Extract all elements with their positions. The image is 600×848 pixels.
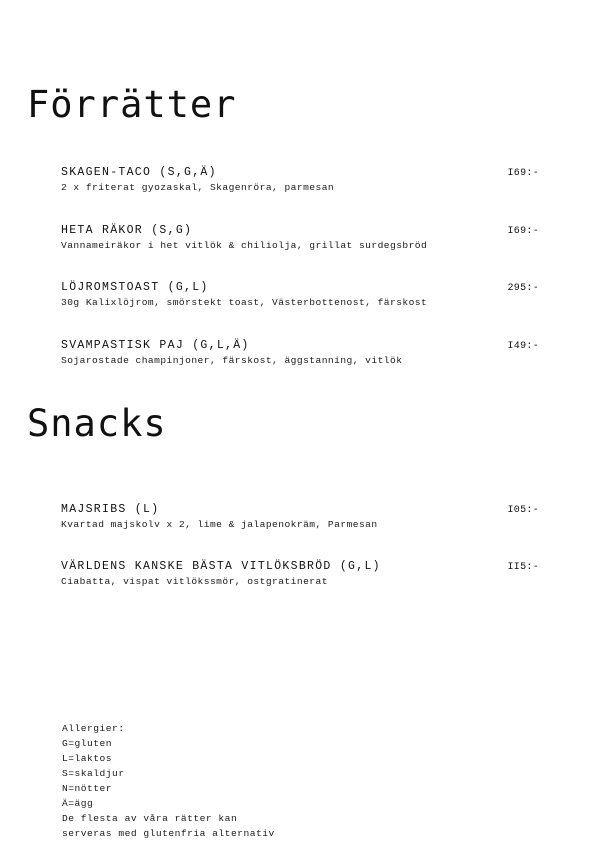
menu-item-description: Vannameiräkor i het vitlök & chiliolja, grillat surdegsbröd [61,240,428,251]
menu-item-price: I49:- [507,341,539,352]
menu-item-price: I05:- [507,505,539,516]
menu-item-lojromstoast [61,281,539,308]
allergy-line-skaldjur: S=skaldjur [62,768,125,779]
menu-item-price: I69:- [507,168,539,179]
menu-item-name: MAJSRIBS (L) [61,503,160,516]
menu-item-description: Ciabatta, vispat vitlökssmör, ostgratinerat [61,576,328,587]
allergy-line-agg: Ä=ägg [62,798,94,809]
menu-item-skagen-taco [61,166,539,193]
menu-item-price: I69:- [507,226,539,237]
menu-item-name: HETA RÄKOR (S,G) [61,224,193,237]
menu-item-svampastisk-paj [61,339,539,366]
section-title-snacks: Snacks [27,402,167,445]
allergy-line-gluten: G=gluten [62,738,113,749]
allergy-heading: Allergier: [62,723,125,734]
menu-item-heta-rakor [61,224,539,251]
allergy-legend [62,721,275,841]
menu-item-name: SKAGEN-TACO (S,G,Ä) [61,166,217,179]
menu-item-description: Kvartad majskolv x 2, lime & jalapenokräm, Parmesan [61,519,378,530]
allergy-line-laktos: L=laktos [62,753,113,764]
menu-item-price: 295:- [507,283,539,294]
menu-item-price: II5:- [507,562,539,573]
gluten-free-note-line: serveras med glutenfria alternativ [62,828,275,839]
menu-item-description: 30g Kalixlöjrom, smörstekt toast, Västerbottenost, färskost [61,297,428,308]
section-title-forratter: Förrätter [27,83,237,126]
allergy-line-notter: N=nötter [62,783,113,794]
menu-item-name: SVAMPASTISK PAJ (G,L,Ä) [61,339,250,352]
menu-item-description: 2 x friterat gyozaskal, Skagenröra, parmesan [61,182,335,193]
menu-item-description: Sojarostade champinjoner, färskost, äggstanning, vitlök [61,355,403,366]
menu-item-name: VÄRLDENS KANSKE BÄSTA VITLÖKSBRÖD (G,L) [61,560,381,573]
menu-item-name: LÖJROMSTOAST (G,L) [61,281,209,294]
gluten-free-note-line: De flesta av våra rätter kan [62,813,238,824]
menu-item-vitloksbrod [61,560,539,587]
menu-item-majsribs [61,503,539,530]
